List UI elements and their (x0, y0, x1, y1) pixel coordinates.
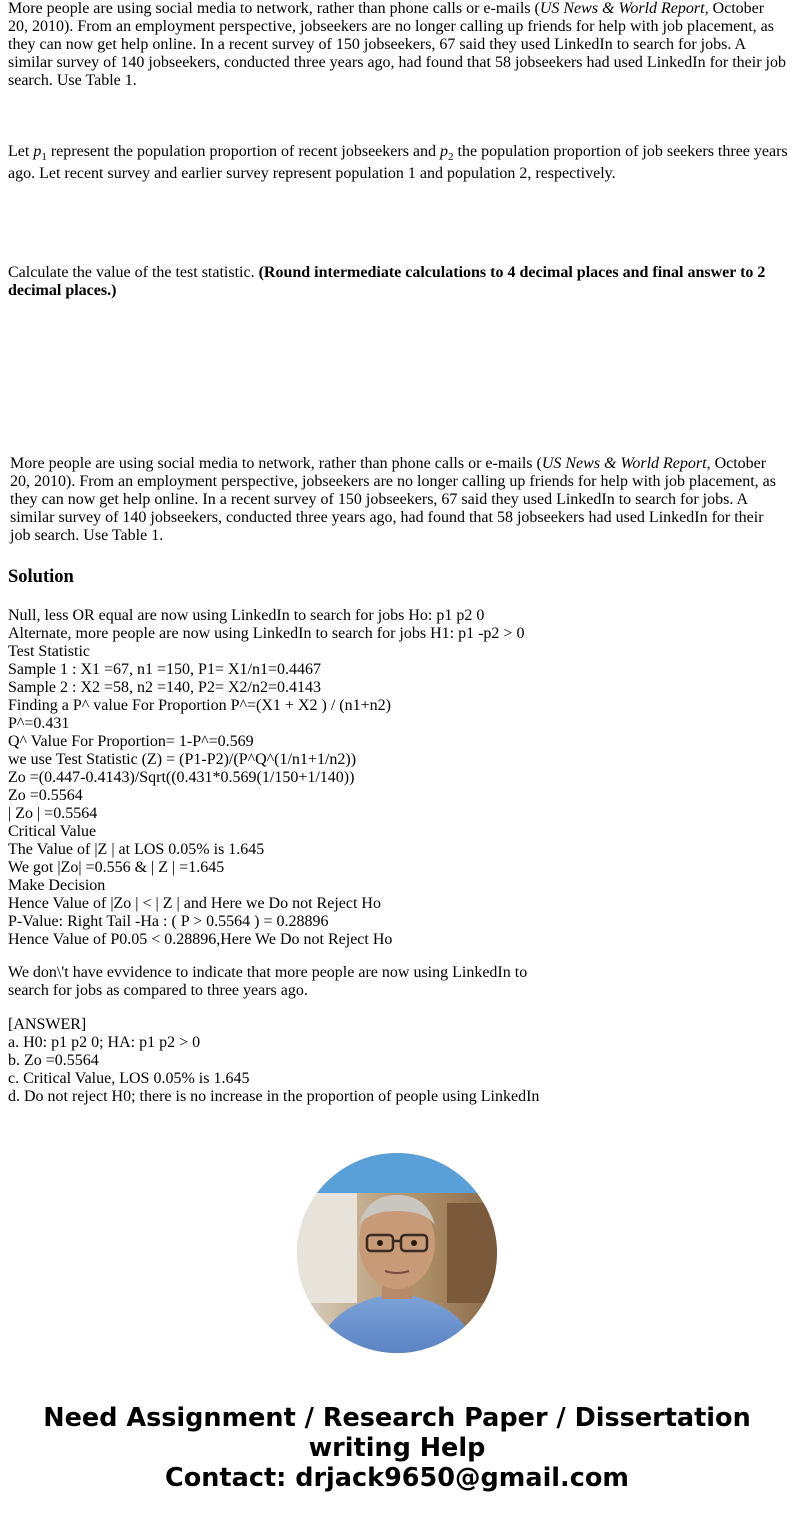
solution-line: We got |Zo| =0.556 & | Z | =1.645 (8, 859, 225, 876)
footer-contact (0, 1403, 794, 1493)
solution-line: Test Statistic (8, 643, 90, 660)
repeat-text-after: , October 20, 2010). From an employment perspective, jobseekers are no longer calling up friends for help with job placement, as they can now get help online. In a recent survey of 150 jobseekers, 67 said they used LinkedIn to search for jobs. A similar survey of 140 jobseekers, conducted three years ago, had found that 58 jobseekers had used LinkedIn for their job search. Use Table 1. (10, 455, 777, 544)
solution-line: Hence Value of P0.05 < 0.28896,Here We Do not Reject Ho (8, 931, 393, 948)
answer-line: b. Zo =0.5564 (8, 1052, 99, 1069)
answer-line: a. H0: p1 p2 0; HA: p1 p2 > 0 (8, 1034, 201, 1051)
solution-line: Zo =0.5564 (8, 787, 83, 804)
solution-line: Critical Value (8, 823, 97, 840)
problem-intro (8, 0, 788, 90)
solution-line: Make Decision (8, 877, 106, 894)
solution-line: Sample 1 : X1 =67, n1 =150, P1= X1/n1=0.4467 (8, 661, 321, 678)
intro-text-after: , October 20, 2010). From an employment perspective, jobseekers are no longer calling up friends for help with job placement, as they can now get help online. In a recent survey of 150 jobseekers, 67 said they used LinkedIn to search for jobs. A similar survey of 140 jobseekers, conducted three years ago, had found that 58 jobseekers had used LinkedIn for their job search. Use Table 1. (8, 0, 786, 89)
solution-heading: Solution (8, 567, 74, 587)
answer-block (8, 1016, 788, 1106)
solution-line: P^=0.431 (8, 715, 70, 732)
solution-line: Zo =(0.447-0.4143)/Sqrt((0.431*0.569(1/150+1/140)) (8, 769, 355, 786)
conclusion (8, 964, 788, 1000)
conclusion-line: We don\'t have evvidence to indicate that more people are now using LinkedIn to (8, 964, 528, 981)
definition-let: Let (8, 143, 34, 160)
intro-source: US News & World Report (539, 0, 705, 17)
answer-line: [ANSWER] (8, 1016, 87, 1033)
answer-line: d. Do not reject H0; there is no increase in the proportion of people using LinkedIn (8, 1088, 540, 1105)
footer-line-2: writing Help (308, 1433, 486, 1463)
author-avatar (297, 1153, 497, 1353)
solution-line: Alternate, more people are now using LinkedIn to search for jobs H1: p1 -p2 > 0 (8, 625, 525, 642)
p2-subscript: 2 (448, 151, 454, 164)
footer-contact-email: Contact: drjack9650@gmail.com (165, 1463, 629, 1493)
p1-subscript: 1 (41, 151, 47, 164)
solution-line: | Zo | =0.5564 (8, 805, 98, 822)
solution-line: we use Test Statistic (Z) = (P1-P2)/(P^Q^(1/n1+1/n2)) (8, 751, 357, 768)
solution-line: Null, less OR equal are now using LinkedIn to search for jobs Ho: p1 p2 0 (8, 607, 485, 624)
solution-line: The Value of |Z | at LOS 0.05% is 1.645 (8, 841, 265, 858)
conclusion-line: search for jobs as compared to three years ago. (8, 982, 308, 999)
intro-text-before: More people are using social media to network, rather than phone calls or e-mails ( (8, 0, 540, 17)
solution-line: P-Value: Right Tail -Ha : ( P > 0.5564 ) = 0.28896 (8, 913, 329, 930)
solution-body (8, 607, 788, 949)
question-rounding-note: (Round intermediate calculations to 4 decimal places and final answer to 2 decimal places.) (8, 264, 766, 299)
question (8, 264, 788, 300)
repeat-text-before: More people are using social media to network, rather than phone calls or e-mails ( (10, 455, 542, 472)
footer-line-1: Need Assignment / Research Paper / Dissertation (43, 1403, 751, 1433)
repeat-source: US News & World Report (541, 455, 707, 472)
definition-mid: represent the population proportion of recent jobseekers and (46, 143, 441, 160)
question-text: Calculate the value of the test statistic. (8, 264, 259, 281)
definition-end: the population proportion of job seekers three years ago. Let recent survey and earlier survey represent population 1 and population 2, respectively. (8, 143, 788, 182)
p2-symbol: p (440, 143, 449, 160)
p1-symbol: p (33, 143, 42, 160)
problem-definition (8, 141, 788, 185)
solution-line: Q^ Value For Proportion= 1-P^=0.569 (8, 733, 254, 750)
problem-intro-repeat (10, 455, 780, 545)
solution-line: Finding a P^ value For Proportion P^=(X1 + X2 ) / (n1+n2) (8, 697, 391, 714)
answer-line: c. Critical Value, LOS 0.05% is 1.645 (8, 1070, 250, 1087)
solution-line: Hence Value of |Zo | < | Z | and Here we Do not Reject Ho (8, 895, 381, 912)
solution-line: Sample 2 : X2 =58, n2 =140, P2= X2/n2=0.4143 (8, 679, 321, 696)
